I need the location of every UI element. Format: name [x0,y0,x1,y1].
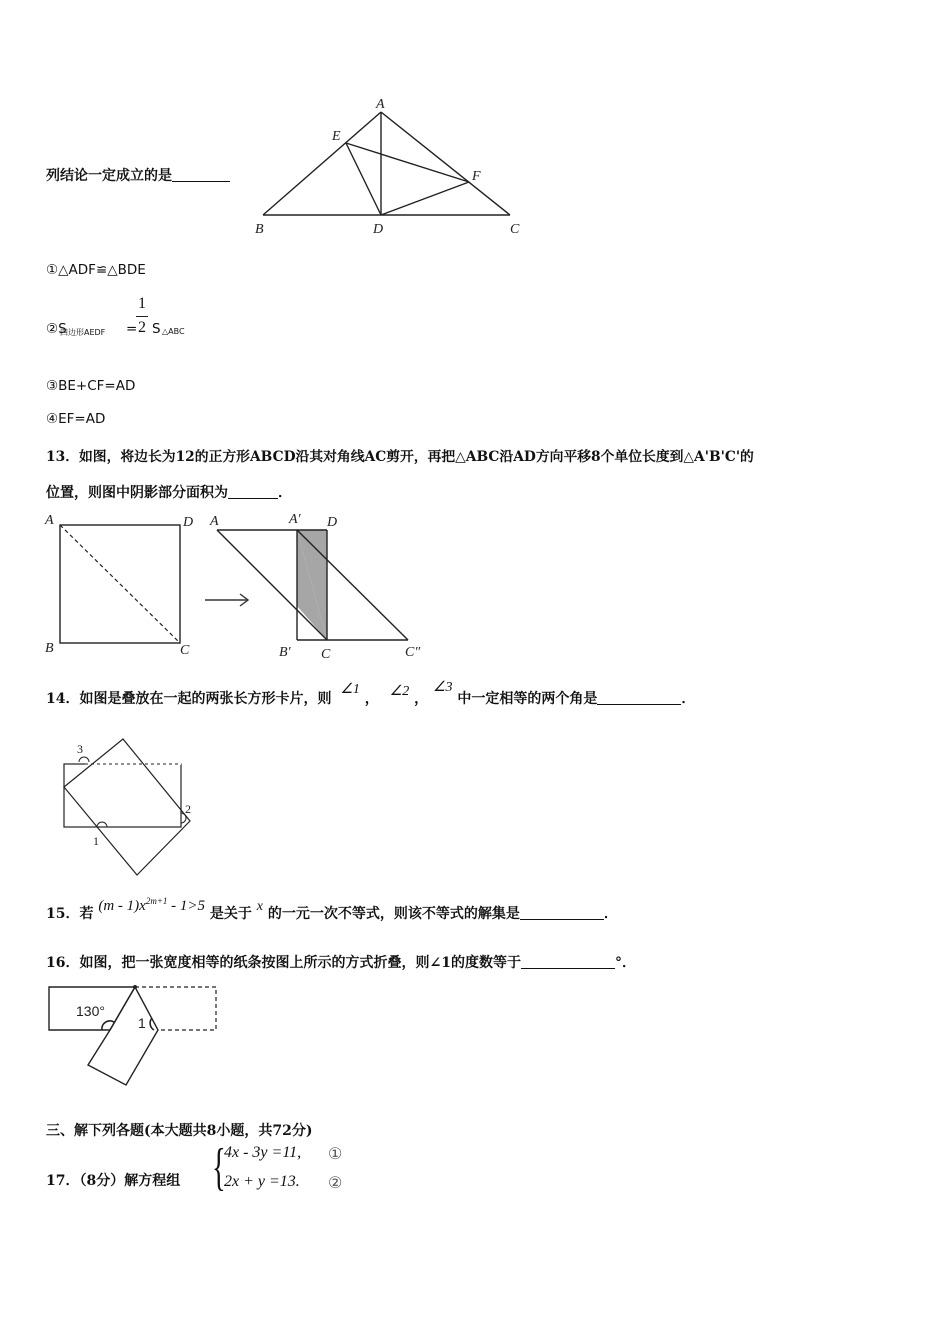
equation-2: 2x + y =13. [224,1173,300,1190]
o2-sub2: △ABC [162,327,185,336]
q15-expr [98,898,205,914]
label-a: A [376,97,385,112]
q16-stem [46,952,636,972]
answer-blank [520,905,604,920]
label-c: C [321,647,331,662]
edge-ac [381,112,510,215]
equation-1-mark: ① [328,1144,343,1163]
label-d: D [183,515,194,530]
label-1: 1 [138,1015,146,1031]
angle-3: ∠3 [432,680,453,695]
edge-df [381,182,469,215]
q12-option-3: ③BE+CF=AD [46,378,136,394]
label-3: 3 [77,742,83,756]
q13-line-1: 13．如图，将边长为12的正方形ABCD沿其对角线AC剪开，再把△ABC沿AD方向平移8个单位长度到△A'B'C'的 [46,449,754,465]
equation-2-mark: ② [328,1173,343,1192]
q13-line-2 [46,482,292,502]
expr-tail: - 1>5 [167,898,206,914]
q17-stem: 17．（8分）解方程组 [46,1173,181,1189]
q14-prefix: 14．如图是叠放在一起的两张长方形卡片，则 [46,691,332,707]
label-e: E [332,129,341,144]
brace-icon: { [212,1139,226,1196]
edge-ef [346,143,469,182]
q16-text: 16．如图，把一张宽度相等的纸条按图上所示的方式折叠，则∠1的度数等于 [46,955,521,971]
o2-eq: = [126,321,138,337]
q15-end: ． [603,906,618,922]
answer-blank [521,954,615,969]
comma: ， [414,691,429,707]
q13-translated-figure [205,510,445,660]
card-tilted [64,739,190,875]
o2-numerator: 1 [138,295,146,312]
q13-line-2-text: 位置，则图中阴影部分面积为 [46,485,228,501]
fraction-bar [136,316,148,317]
label-130: 130° [76,1003,105,1019]
q15-stem [46,896,618,923]
label-d: D [327,515,338,530]
label-d: D [373,222,384,237]
edge-ab [263,112,381,215]
q16-end: °． [614,955,636,971]
equation-system [212,1140,372,1200]
label-c: C [180,643,190,658]
label-a-prime: A′ [289,512,301,527]
o2-prefix: ②S [46,321,67,337]
q13-end: ． [278,485,292,501]
fold-point [133,985,137,989]
label-a: A [45,513,54,528]
label-1: 1 [93,834,99,848]
label-b: B [45,641,54,656]
o2-s: S [152,321,161,337]
q15-prefix: 15．若 [46,906,94,922]
answer-blank [172,167,230,182]
q12-stem-text: 列结论一定成立的是 [46,168,172,184]
angle-1: ∠1 [340,682,360,697]
q14-suffix: 中一定相等的两个角是 [457,691,598,707]
diagonal-ac [60,525,180,643]
q12-triangle-figure [250,95,550,245]
label-b: B [255,222,264,237]
label-c: C [510,222,520,237]
label-f: F [472,169,481,184]
q16-strip-figure [40,980,230,1090]
q12-option-4: ④EF=AD [46,411,106,427]
label-a: A [210,514,219,529]
expr-exponent: 2m+1 [145,896,168,906]
expr-base: (m - 1)x [98,898,146,914]
q15-suffix: 的一元一次不等式，则该不等式的解集是 [267,906,520,922]
o2-denominator: 2 [138,319,146,336]
q12-stem-tail [46,165,230,185]
angle-2: ∠2 [389,684,410,699]
q14-stem [46,680,696,708]
q12-option-1: ①△ADF≌△BDE [46,262,146,278]
q14-end: ． [681,691,696,707]
q13-square-figure [40,510,194,660]
o2-sub: 四边形AEDF [60,328,106,337]
answer-blank [597,690,681,705]
label-2: 2 [185,802,191,816]
answer-blank [228,484,278,499]
strip-folded [88,987,158,1085]
q15-mid: 是关于 [209,906,252,922]
section-3-title: 三、解下列各题(本大题共8小题，共72分) [46,1123,313,1139]
label-b-prime: B′ [279,645,291,660]
angle-mark-1 [97,822,107,827]
q14-cards-figure [55,735,215,885]
variable-x: x [256,899,264,914]
edge-ed [346,143,381,215]
comma: ， [364,691,379,707]
label-c-prime: C″ [405,645,421,660]
angle-mark-3 [79,757,89,762]
equation-1: 4x - 3y =11, [224,1144,302,1161]
